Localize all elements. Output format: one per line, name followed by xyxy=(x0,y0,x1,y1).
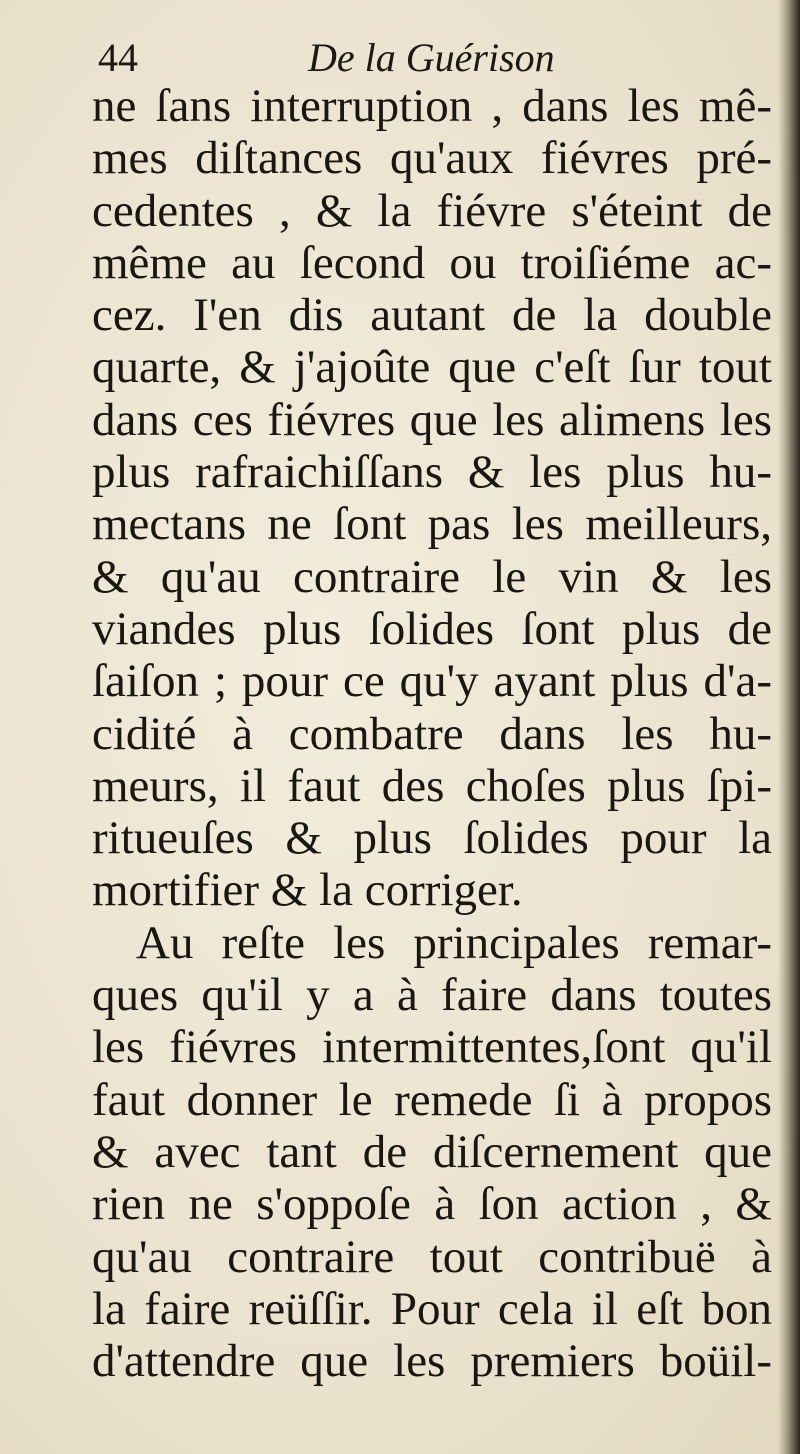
text-line: rien ne s'oppoſe à ſon action , & xyxy=(92,1178,772,1231)
text-line: ſaiſon ; pour ce qu'y ayant plus d'a- xyxy=(92,655,772,708)
page-number: 44 xyxy=(98,35,138,80)
text-line: qu'au contraire tout contribuë à xyxy=(92,1230,772,1283)
text-line: la faire reüſſir. Pour cela il eſt bon xyxy=(92,1282,772,1335)
text-line: viandes plus ſolides ſont plus de xyxy=(92,602,772,655)
text-line: cedentes , & la fiévre s'éteint de xyxy=(92,184,772,237)
text-line: quarte, & j'ajoûte que c'eſt ſur tout xyxy=(92,341,772,394)
text-line: & qu'au contraire le vin & les xyxy=(92,550,772,603)
text-line: ne ſans interruption , dans les mê- xyxy=(92,80,772,132)
text-line: dans ces fiévres que les alimens les xyxy=(92,393,772,446)
body-text xyxy=(92,80,772,1387)
text-line: cez. I'en dis autant de la double xyxy=(92,289,772,342)
page-binding-edge xyxy=(778,0,800,1454)
text-line: même au ſecond ou troiſiéme ac- xyxy=(92,236,772,289)
paragraph-last-line: mortifier & la corriger. xyxy=(92,864,523,917)
page-header xyxy=(98,28,718,88)
text-line: ques qu'il y a à faire dans toutes xyxy=(92,969,772,1022)
text-line: cidité à combatre dans les hu- xyxy=(92,707,772,760)
running-head: De la Guérison xyxy=(308,35,555,80)
paragraph-first-line: Au reſte les principales remar- xyxy=(136,916,772,969)
text-line: ritueuſes & plus ſolides pour la xyxy=(92,812,772,865)
text-line: faut donner le remede ſi à propos xyxy=(92,1073,772,1126)
text-line: meurs, il faut des choſes plus ſpi- xyxy=(92,759,772,812)
text-line: mectans ne ſont pas les meilleurs, xyxy=(92,498,772,551)
text-line: d'attendre que les premiers boüil- xyxy=(92,1335,772,1388)
text-line: les fiévres intermittentes,ſont qu'il xyxy=(92,1021,772,1074)
text-line: & avec tant de diſcernement que xyxy=(92,1125,772,1178)
text-line: mes diſtances qu'aux fiévres pré- xyxy=(92,132,772,185)
text-line: plus rafraichiſſans & les plus hu- xyxy=(92,446,772,499)
